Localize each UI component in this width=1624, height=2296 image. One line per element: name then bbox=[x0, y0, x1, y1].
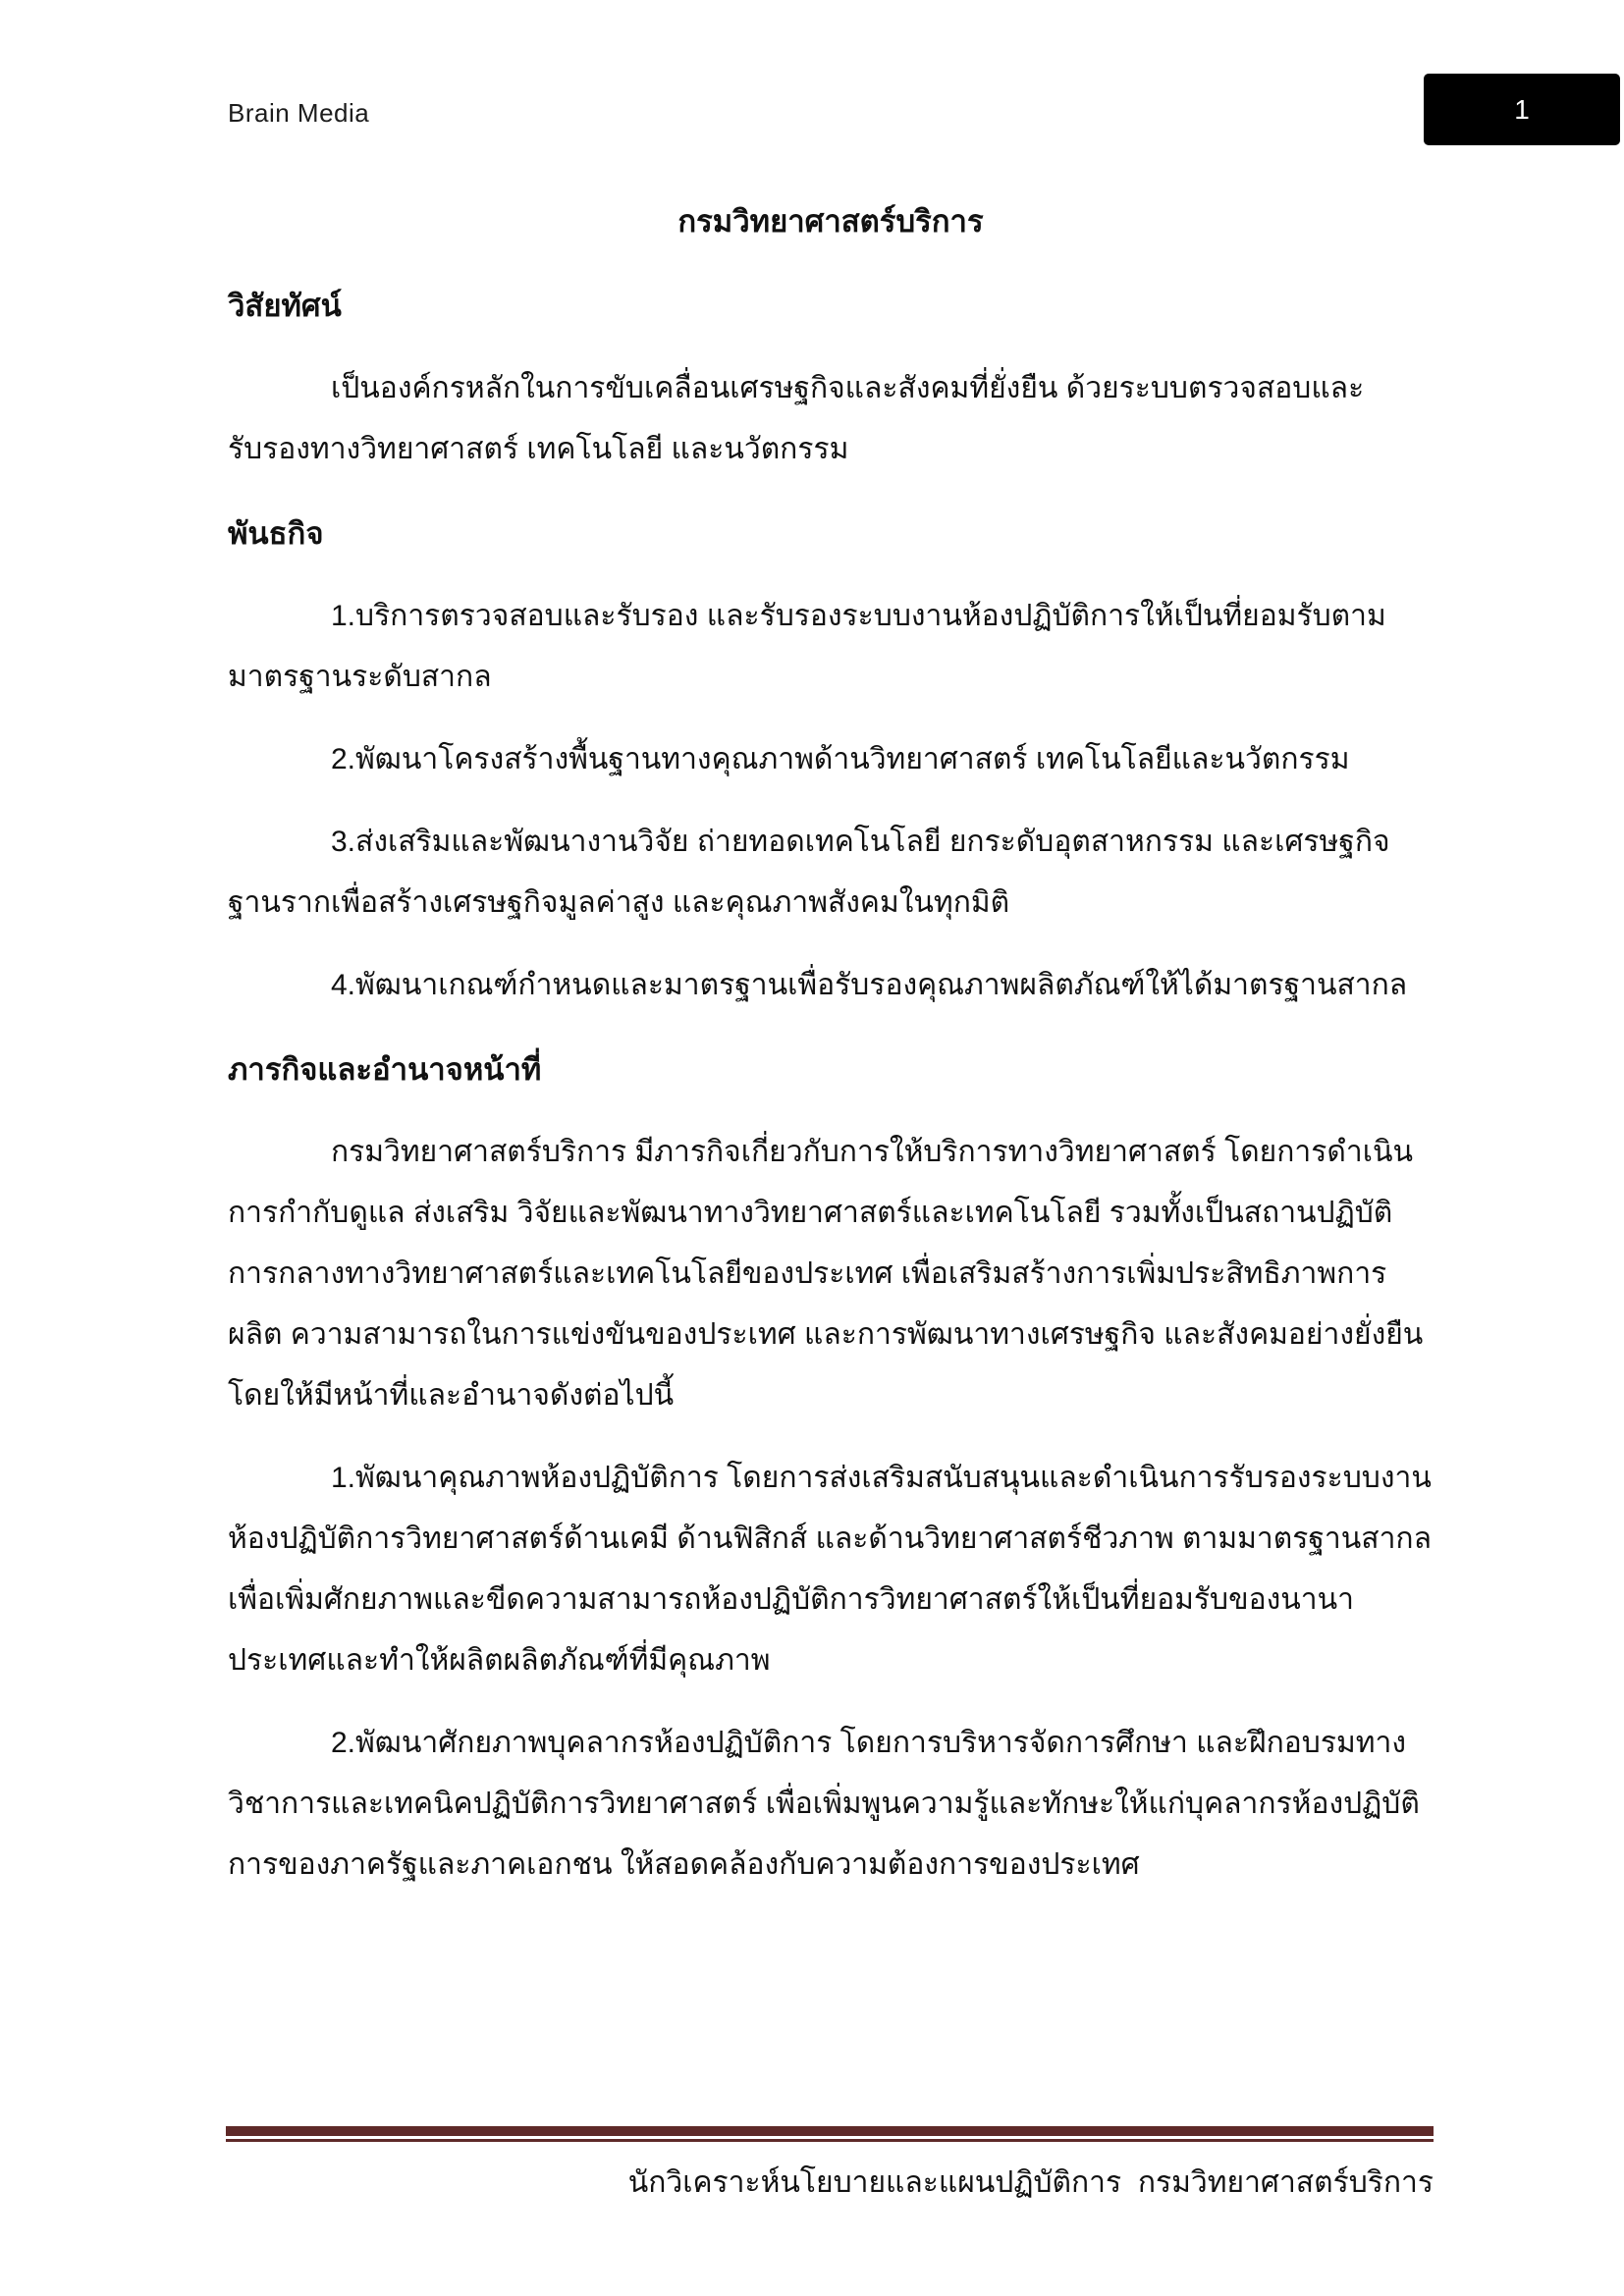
footer-divider bbox=[226, 2126, 1434, 2142]
section-heading-mission: พันธกิจ bbox=[228, 516, 324, 551]
mission-item-4: 4.พัฒนาเกณฑ์กำหนดและมาตรฐานเพื่อรับรองคุณภาพผลิตภัณฑ์ให้ได้มาตรฐานสากล bbox=[331, 969, 1408, 1001]
brand-label: Brain Media bbox=[228, 98, 370, 128]
footer-divider-thick-bar bbox=[226, 2126, 1434, 2136]
document-body bbox=[228, 191, 1434, 1896]
section-heading-duties: ภารกิจและอำนาจหน้าที่ bbox=[228, 1052, 542, 1087]
document-title: กรมวิทยาศาสตร์บริการ bbox=[677, 204, 984, 239]
mission-item-3: 3.ส่งเสริมและพัฒนางานวิจัย ถ่ายทอดเทคโนโลยี ยกระดับอุตสาหกรรม และเศรษฐกิจฐานรากเพื่อสร้างเศรษฐกิจมูลค่าสูง และคุณภาพสังคมในทุกมิติ bbox=[228, 826, 1390, 919]
vision-paragraph: เป็นองค์กรหลักในการขับเคลื่อนเศรษฐกิจและสังคมที่ยั่งยืน ด้วยระบบตรวจสอบและรับรองทางวิทยาศาสตร์ เทคโนโลยี และนวัตกรรม bbox=[228, 372, 1365, 465]
footer-divider-thin-line bbox=[226, 2139, 1434, 2142]
mission-item-2: 2.พัฒนาโครงสร้างพื้นฐานทางคุณภาพด้านวิทยาศาสตร์ เทคโนโลยีและนวัตกรรม bbox=[331, 743, 1350, 775]
page-number: 1 bbox=[1514, 93, 1530, 125]
mission-item-1: 1.บริการตรวจสอบและรับรอง และรับรองระบบงานห้องปฏิบัติการให้เป็นที่ยอมรับตามมาตรฐานระดับสากล bbox=[228, 600, 1386, 693]
duties-intro-paragraph: กรมวิทยาศาสตร์บริการ มีภารกิจเกี่ยวกับการให้บริการทางวิทยาศาสตร์ โดยการดำเนินการกำกับดูแล ส่งเสริม วิจัยและพัฒนาทางวิทยาศาสตร์และเทคโนโลยี รวมทั้งเป็นสถานปฏิบัติการกลางทางวิทยาศาสตร์และเทคโนโลยีของประเทศ เพื่อเสริมสร้างการเพิ่มประสิทธิภาพการผลิต ความสามารถในการแข่งขันของประเทศ และการพัฒนาทางเศรษฐกิจ และสังคมอย่างยั่งยืน โดยให้มีหน้าที่และอำนาจดังต่อไปนี้ bbox=[228, 1136, 1424, 1412]
duties-item-2: 2.พัฒนาศักยภาพบุคลากรห้องปฏิบัติการ โดยการบริหารจัดการศึกษา และฝึกอบรมทางวิชาการและเทคนิคปฏิบัติการวิทยาศาสตร์ เพื่อเพิ่มพูนความรู้และทักษะให้แก่บุคลากรห้องปฏิบัติการของภาครัฐและภาคเอกชน ให้สอดคล้องกับความต้องการของประเทศ bbox=[228, 1727, 1420, 1881]
page-number-box bbox=[1424, 74, 1620, 145]
section-heading-vision: วิสัยทัศน์ bbox=[228, 289, 342, 323]
duties-item-1: 1.พัฒนาคุณภาพห้องปฏิบัติการ โดยการส่งเสริมสนับสนุนและดำเนินการรับรองระบบงานห้องปฏิบัติการวิทยาศาสตร์ด้านเคมี ด้านฟิสิกส์ และด้านวิทยาศาสตร์ชีวภาพ ตามมาตรฐานสากลเพื่อเพิ่มศักยภาพและขีดความสามารถห้องปฏิบัติการวิทยาศาสตร์ให้เป็นที่ยอมรับของนานาประเทศและทำให้ผลิตผลิตภัณฑ์ที่มีคุณภาพ bbox=[228, 1462, 1432, 1677]
footer-text: นักวิเคราะห์นโยบายและแผนปฏิบัติการ กรมวิทยาศาสตร์บริการ bbox=[627, 2166, 1434, 2199]
